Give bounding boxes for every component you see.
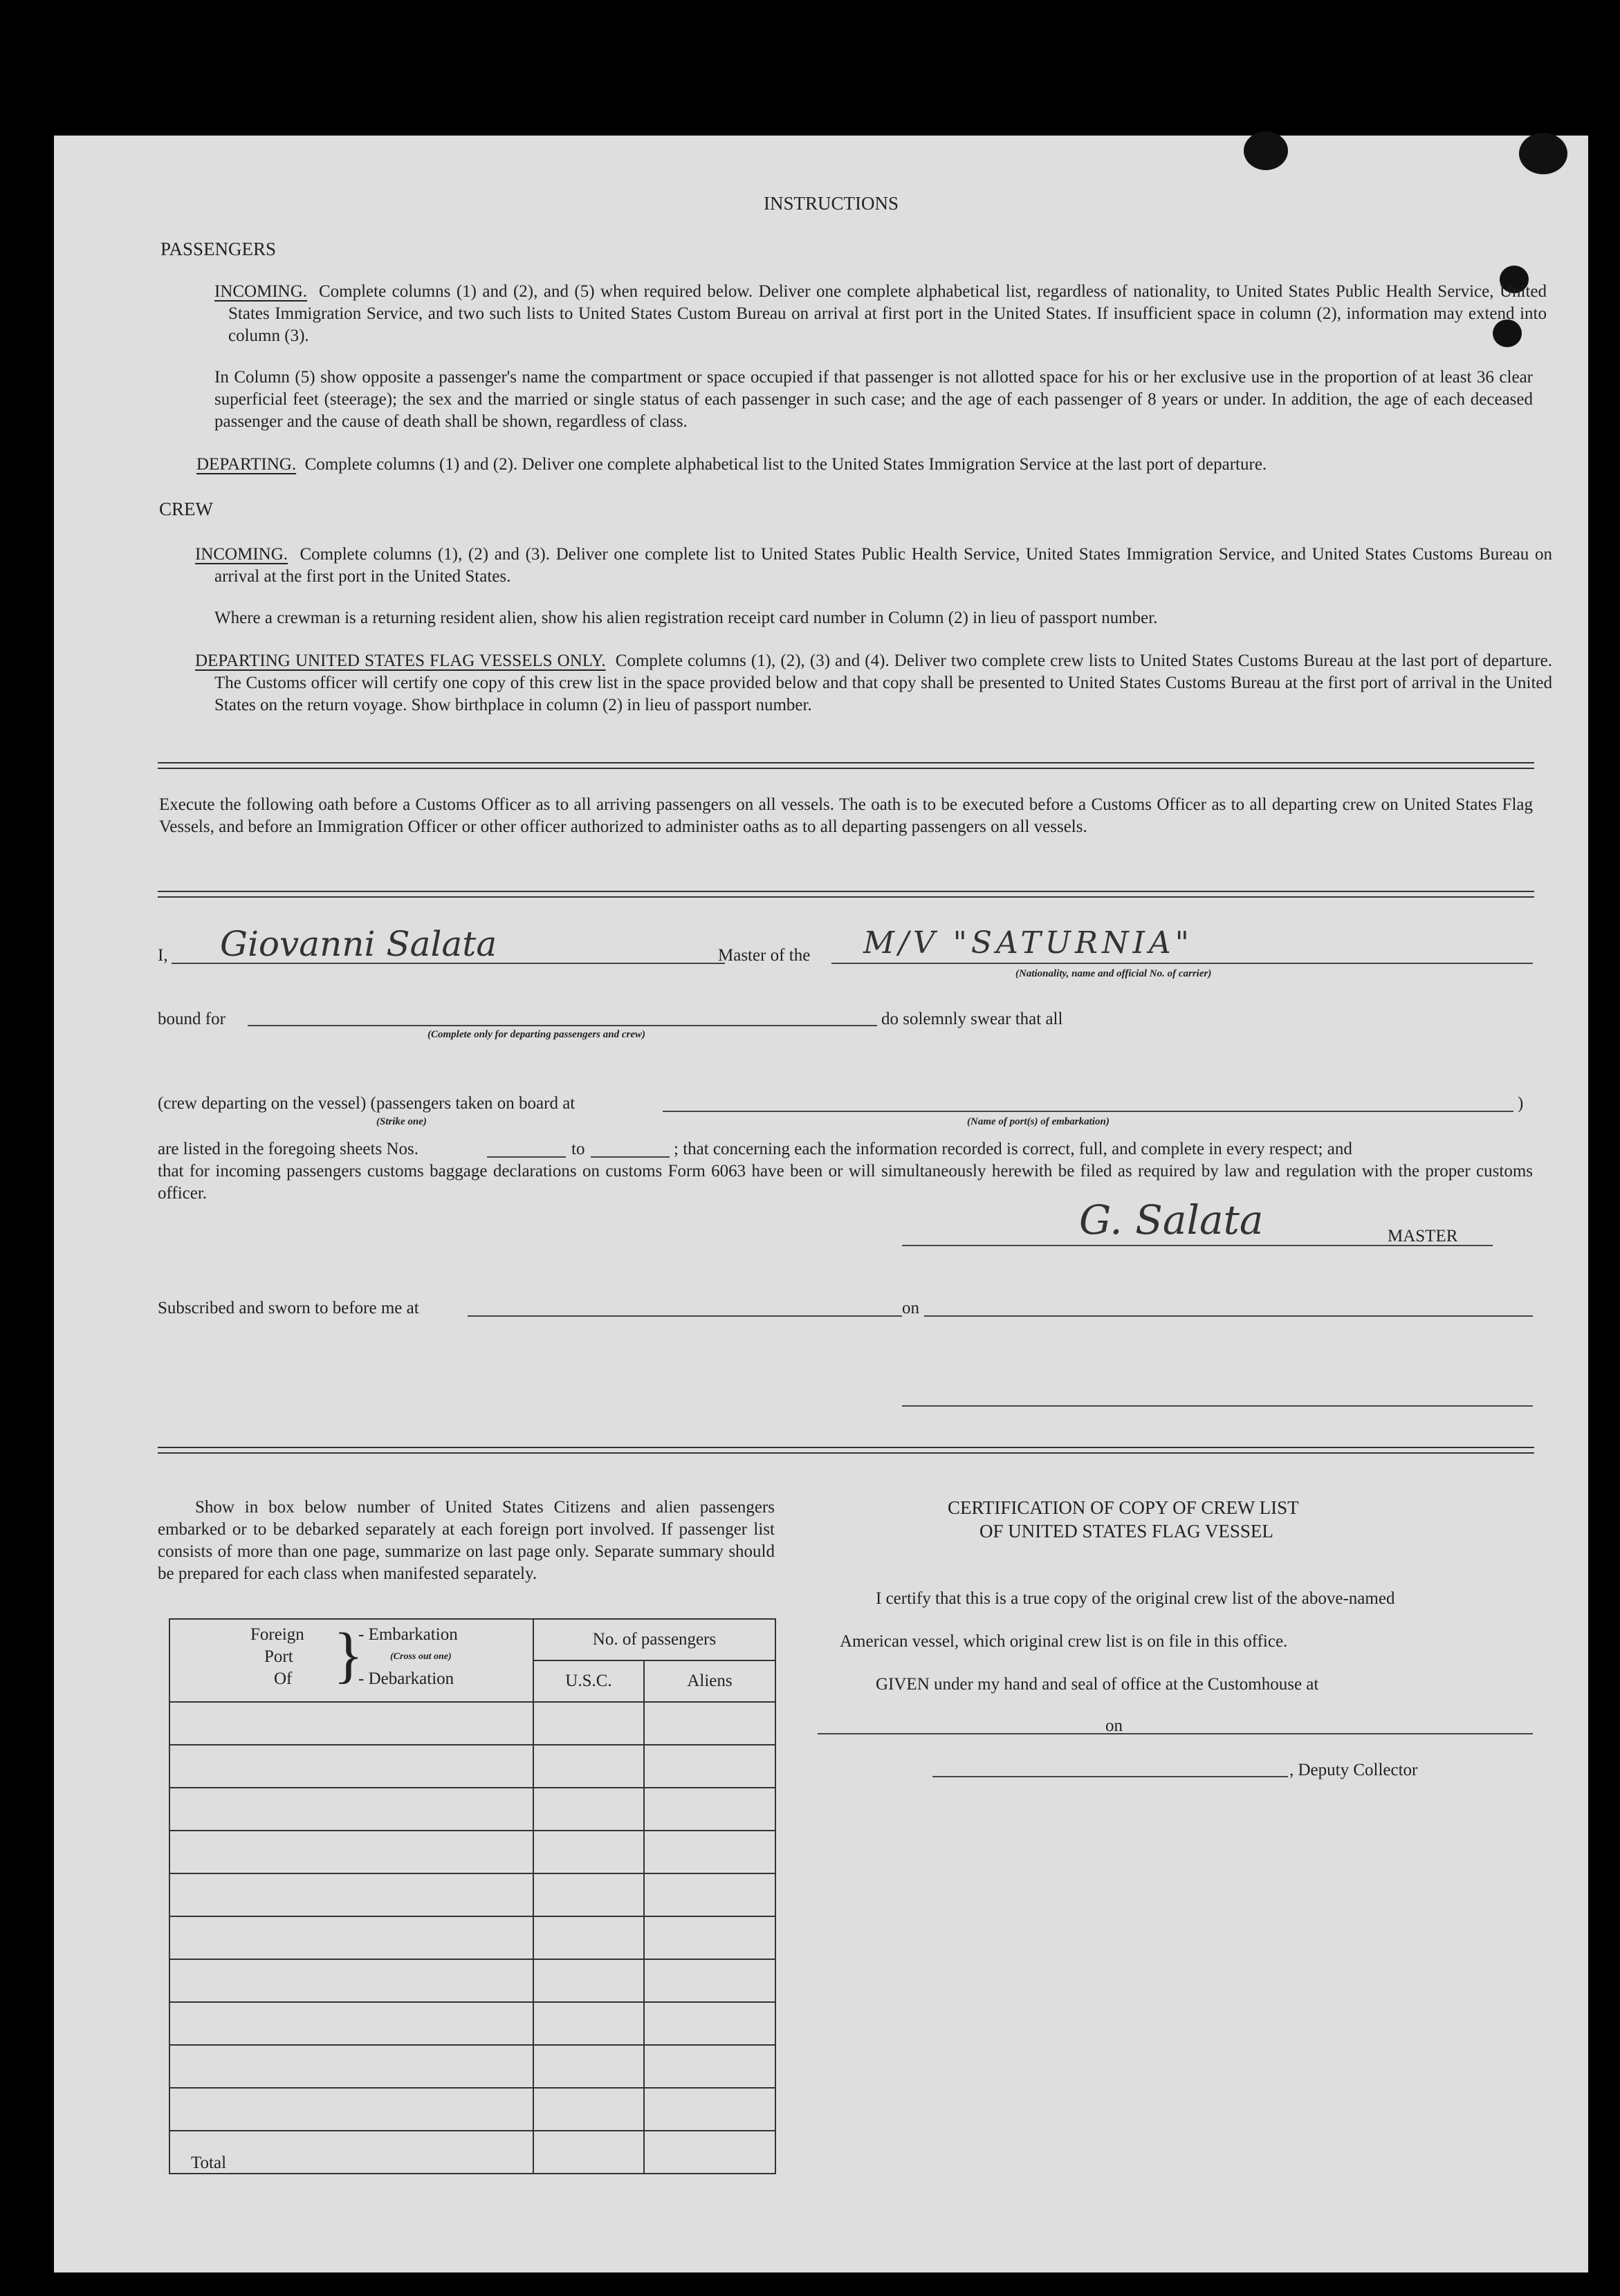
col-embarkation: - Embarkation [358,1625,458,1644]
subscribed-label: Subscribed and sworn to before me at [158,1299,419,1317]
strike-caption: (Strike one) [376,1116,427,1127]
i-label: I, [158,946,168,965]
ink-blot [1244,131,1288,170]
crew-departing-label-line: (crew departing on the vessel) (passengers taken on board at [158,1094,576,1113]
table-row [169,1745,775,1788]
certification-title-1: CERTIFICATION OF COPY OF CREW LIST [948,1497,1299,1518]
master-signature: G. Salata [1079,1196,1264,1243]
instructions-title: INSTRUCTIONS [764,193,899,214]
bound-for-label: bound for [158,1010,225,1028]
aliens-header: Aliens [644,1660,775,1702]
passengers-departing-label: DEPARTING. [196,455,297,474]
master-of-label: Master of the [718,946,811,965]
vessel-line [831,963,1533,964]
table-row [169,1788,775,1831]
passengers-incoming-text: Complete columns (1) and (2), and (5) when required below. Deliver one complete alphabetical list, regardless of nationality, to United States Public Health Service, United States Immigration Service, and two such lists to United States Custom Bureau on arrival at first port in the United States. If insufficient space in column (2), information may extend into column (3). [228,282,1547,345]
listed-label: are listed in the foregoing sheets Nos. [158,1140,418,1158]
listed-text-1: ; that concerning each the information recorded is correct, full, and complete in every respect; and [674,1140,1352,1158]
crew-incoming-paragraph [195,544,1552,588]
master-label: MASTER [1388,1227,1458,1246]
section-divider [158,891,1534,898]
subscribed-place-line [468,1315,902,1317]
table-row [169,1959,775,2002]
total-label: Total [169,2131,533,2174]
col-of: Of [274,1669,293,1688]
passengers-heading: PASSENGERS [160,239,277,259]
deputy-signature-line [932,1776,1288,1777]
master-name: Giovanni Salata [220,924,497,964]
bound-for-caption: (Complete only for departing passengers and crew) [427,1029,645,1040]
section-divider [158,1447,1534,1454]
section-divider [158,762,1534,769]
table-row [169,1873,775,1916]
officer-signature-line [902,1405,1533,1407]
crew-resident-paragraph: Where a crewman is a returning resident alien, show his alien registration receipt card number in Column (2) in lieu of passport number. [214,609,1158,627]
port-caption: (Name of port(s) of embarkation) [967,1116,1110,1127]
table-row [169,1831,775,1873]
table-row [169,1702,775,1745]
crew-incoming-label: INCOMING. [195,545,288,564]
certification-title-2: OF UNITED STATES FLAG VESSEL [979,1521,1273,1542]
subscribed-on-label: on [902,1299,919,1317]
total-row [169,2131,775,2174]
embarkation-port-line [663,1111,1513,1112]
oath-intro: Execute the following oath before a Customs Officer as to all arriving passengers on all vessels. The oath is to be executed before a Customs Officer as to all departing crew on United States Flag Vessels, and before an Immigration Officer or other officer authorized to administer oaths as to all departing passengers on all vessels. [159,795,1533,836]
crew-departing-text: Complete columns (1), (2), (3) and (4). Deliver two complete crew lists to United States Customs Bureau at the last port of departure. The Customs officer will certify one copy of this crew list in the space provided below and that copy shall be presented to United States Customs Bureau at the first port of arrival in the United States on the return voyage. Show birthplace in column (2) in lieu of passport number. [214,651,1553,714]
passenger-summary-table [169,1618,776,2174]
certification-line-1: I certify that this is a true copy of the original crew list of the above-named [876,1589,1395,1608]
crew-departing-paragraph [195,650,1552,716]
crew-departing-label: DEPARTING UNITED STATES FLAG VESSELS ONLY. [195,651,606,670]
close-paren: ) [1518,1094,1524,1113]
summary-instructions: Show in box below number of United States Citizens and alien passengers embarked or to be debarked separately at each foreign port involved. If passenger list consists of more than one page, summarize on last page only. Separate summary should be prepared for each class when manifested separately. [158,1498,775,1583]
passengers-incoming-label: INCOMING. [214,282,308,301]
certification-line-3: GIVEN under my hand and seal of office at the Customhouse at [876,1675,1319,1694]
certification-on-label: on [1105,1716,1123,1735]
document-page [54,136,1588,2272]
no-passengers-header: No. of passengers [533,1619,775,1660]
brace-icon: } [333,1621,364,1689]
deputy-collector-label: , Deputy Collector [1289,1761,1418,1779]
crew-heading: CREW [159,499,213,519]
vessel-name: M/V "SATURNIA" [863,925,1193,961]
table-row [169,1916,775,1959]
table-row [169,2088,775,2131]
col-cross-out: (Cross out one) [390,1651,452,1662]
vessel-caption: (Nationality, name and official No. of carrier) [1015,968,1212,979]
certification-line-2: American vessel, which original crew list is on file in this office. [840,1632,1288,1651]
port-header-cell [169,1619,533,1702]
sheet-from-line [487,1156,566,1158]
sheet-to-line [591,1156,670,1158]
bound-for-line [248,1025,877,1026]
swear-label: do solemnly swear that all [881,1010,1063,1028]
col-debarkation: - Debarkation [358,1669,454,1688]
passengers-departing-text: Complete columns (1) and (2). Deliver one complete alphabetical list to the United States Immigration Service at the last port of departure. [304,455,1267,474]
ink-blot [1519,133,1567,174]
col-port: Port [264,1647,293,1666]
usc-header: U.S.C. [533,1660,644,1702]
passengers-departing-paragraph [196,454,1533,476]
to-label: to [571,1140,585,1158]
customhouse-date-line [1126,1733,1533,1734]
crew-incoming-text: Complete columns (1), (2) and (3). Deliver one complete list to United States Public Health Service, United States Immigration Service, and United States Customs Bureau on arrival at the first port in the United States. [214,545,1552,586]
table-row [169,2002,775,2045]
listed-text-2: that for incoming passengers customs baggage declarations on customs Form 6063 have been or will simultaneously herewith be filed as required by law and regulation with the proper customs officer. [158,1162,1533,1203]
column5-paragraph: In Column (5) show opposite a passenger's name the compartment or space occupied if that passenger is not allotted space for his or her exclusive use in the proportion of at least 36 clear superficial feet (steerage); the sex and the married or single status of each passenger in such case; and the age of each passenger of 8 years or under. In addition, the age of each deceased passenger and the cause of death shall be shown, regardless of class. [214,368,1533,431]
col-foreign: Foreign [250,1625,304,1644]
passengers-incoming-paragraph [214,281,1547,347]
table-row [169,2045,775,2088]
subscribed-date-line [924,1315,1533,1317]
